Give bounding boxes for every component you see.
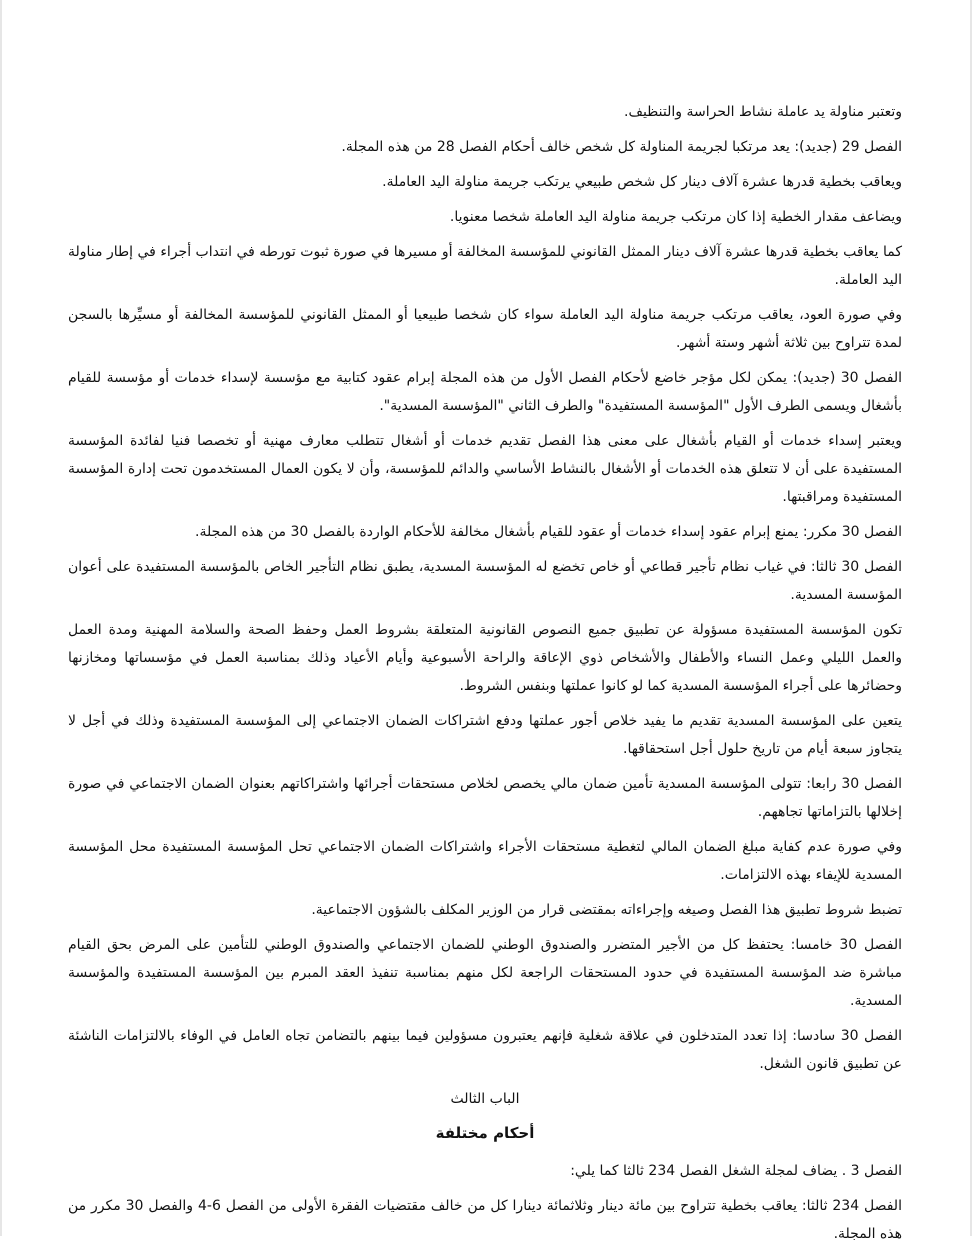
paragraph: الفصل 30 ثالثا: في غياب نظام تأجير قطاعي أو خاص تخضع له المؤسسة المسدية، يطبق نظام التأجير الخاص بالمؤسسة المستفيدة على أعوان المؤسسة المسدية. xyxy=(68,559,902,603)
paragraph: وتعتبر مناولة يد عاملة نشاط الحراسة والتنظيف. xyxy=(624,104,902,120)
paragraph: الفصل 30 مكرر: يمنع إبرام عقود إسداء خدمات أو عقود للقيام بأشغال مخالفة للأحكام الواردة بالفصل 30 من هذه المجلة. xyxy=(195,524,902,540)
section-label: الباب الثالث xyxy=(450,1091,520,1107)
paragraph: تكون المؤسسة المستفيدة مسؤولة عن تطبيق جميع النصوص القانونية المتعلقة بشروط العمل وحفظ الصحة والسلامة المهنية ومدة العمل والعمل الليلي وعمل النساء والأطفال والأشخاص ذوي الإعاقة والراحة الأسبوعية وأيام الأعياد وذلك بمناسبة العمل في مؤسساتها ومخازنها وحضائرها على أجراء المؤسسة المسدية كما لو كانوا عملتها وبنفس الشروط. xyxy=(68,622,902,694)
document-body xyxy=(68,98,902,1255)
paragraph: كما يعاقب بخطية قدرها عشرة آلاف دينار الممثل القانوني للمؤسسة المخالفة أو مسيرها في صورة ثبوت تورطه في انتداب أجراء في إطار مناولة اليد العاملة. xyxy=(68,244,902,288)
paragraph: الفصل 29 (جديد): يعد مرتكبا لجريمة المناولة كل شخص خالف أحكام الفصل 28 من هذه المجلة. xyxy=(341,139,902,155)
paragraph: الفصل 3 . يضاف لمجلة الشغل الفصل 234 ثالثا كما يلي: xyxy=(570,1163,902,1179)
paragraph: ويضاعف مقدار الخطية إذا كان مرتكب جريمة مناولة اليد العاملة شخصا معنويا. xyxy=(449,209,902,225)
paragraph: وفي صورة العود، يعاقب مرتكب جريمة مناولة اليد العاملة سواء كان شخصا طبيعيا أو الممثل القانوني للمؤسسة المخالفة أو مسيِّرها بالسجن لمدة تتراوح بين ثلاثة أشهر وستة أشهر. xyxy=(68,307,902,351)
paragraph: ويعتبر إسداء خدمات أو القيام بأشغال على معنى هذا الفصل تقديم خدمات أو أشغال تتطلب معارف مهنية أو تخصصا فنيا لفائدة المؤسسة المستفيدة على أن لا تتعلق هذه الخدمات أو الأشغال بالنشاط الأساسي والدائم للمؤسسة، وأن لا يكون العمال المستخدمون تحت إدارة المؤسسة المستفيدة ومراقبتها. xyxy=(68,433,902,505)
paragraph: تضبط شروط تطبيق هذا الفصل وصيغه وإجراءاته بمقتضى قرار من الوزير المكلف بالشؤون الاجتماعية. xyxy=(311,902,902,918)
paragraph: الفصل 234 ثالثا: يعاقب بخطية تتراوح بين مائة دينار وثلاثمائة دينارا كل من خالف مقتضيات الفقرة الأولى من الفصل 6-4 والفصل 30 مكرر من هذه المجلة. xyxy=(68,1198,902,1242)
paragraph: وفي صورة عدم كفاية مبلغ الضمان المالي لتغطية مستحقات الأجراء واشتراكات الضمان الاجتماعي تحل المؤسسة المستفيدة محل المؤسسة المسدية للإيفاء بهذه الالتزامات. xyxy=(68,839,902,883)
paragraph: الفصل 30 رابعا: تتولى المؤسسة المسدية تأمين ضمان مالي يخصص لخلاص مستحقات أجرائها واشتراكاتهم بعنوان الضمان الاجتماعي في صورة إخلالها بالتزاماتها تجاههم. xyxy=(68,776,903,820)
paragraph: ويعاقب بخطية قدرها عشرة آلاف دينار كل شخص طبيعي يرتكب جريمة مناولة اليد العاملة. xyxy=(382,174,902,190)
paragraph: يتعين على المؤسسة المسدية تقديم ما يفيد خلاص أجور عملتها ودفع اشتراكات الضمان الاجتماعي إلى المؤسسة المستفيدة وذلك في أجل لا يتجاوز سبعة أيام من تاريخ حلول أجل استحقاقها. xyxy=(68,713,902,757)
paragraph: الفصل 30 سادسا: إذا تعدد المتدخلون في علاقة شغلية فإنهم يعتبرون مسؤولين فيما بينهم بالتضامن تجاه العامل في الوفاء بالالتزامات الناشئة عن تطبيق قانون الشغل. xyxy=(68,1028,902,1072)
paragraph: الفصل 30 خامسا: يحتفظ كل من الأجير المتضرر والصندوق الوطني للضمان الاجتماعي والصندوق الوطني للتأمين على المرض بحق القيام مباشرة ضد المؤسسة المستفيدة في حدود المستحقات الراجعة لكل منهم بمناسبة تنفيذ العقد المبرم بين المؤسسة المستفيدة والمؤسسة المسدية. xyxy=(68,937,903,1009)
section-title: أحكام مختلفة xyxy=(435,1124,535,1142)
paragraph: الفصل 30 (جديد): يمكن لكل مؤجر خاضع لأحكام الفصل الأول من هذه المجلة إبرام عقود كتابية مع مؤسسة لإسداء خدمات أو مؤسسة للقيام بأشغال ويسمى الطرف الأول "المؤسسة المستفيدة" والطرف الثاني "المؤسسة المسدية". xyxy=(68,370,902,414)
